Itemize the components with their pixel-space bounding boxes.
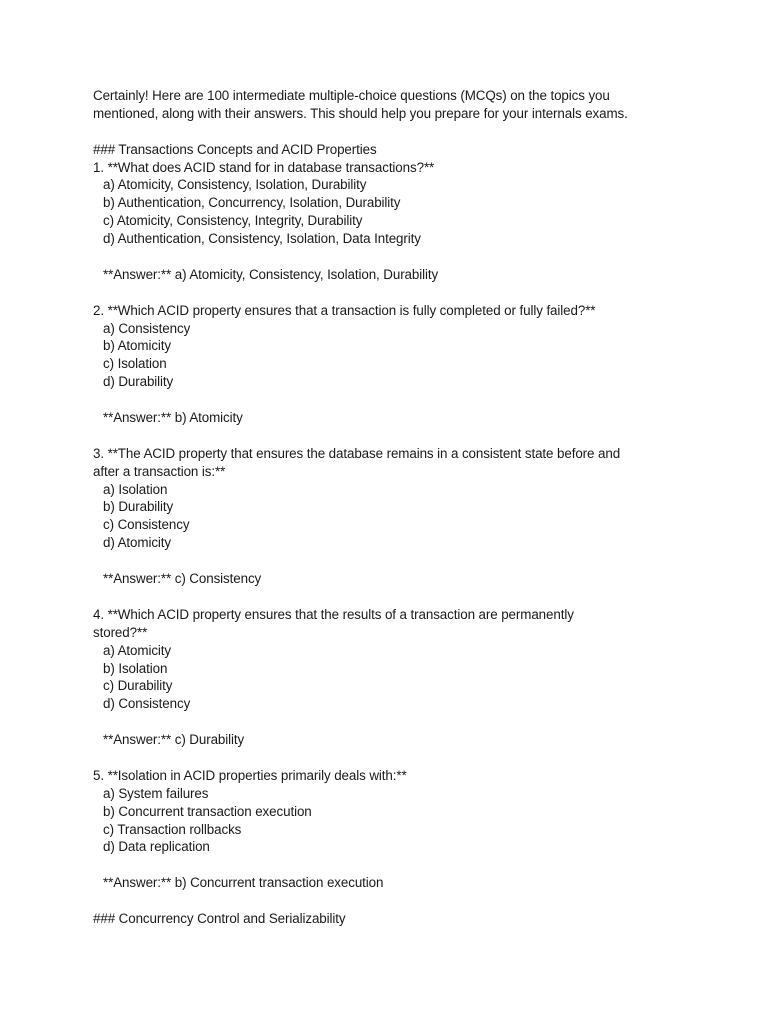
- question-block: [93, 606, 693, 767]
- spacer: [93, 284, 693, 302]
- answer-text: **Answer:** c) Durability: [103, 732, 245, 748]
- document-body: [93, 87, 693, 928]
- option-d: d) Consistency: [103, 696, 191, 712]
- question-text: 5. **Isolation in ACID properties primarily deals with:**: [93, 767, 407, 783]
- question-text-continued: stored?**: [93, 624, 148, 640]
- option-d: d) Authentication, Consistency, Isolation, Data Integrity: [103, 231, 421, 247]
- option-b: b) Atomicity: [103, 338, 172, 354]
- option-a: a) System failures: [103, 785, 209, 801]
- option-c: c) Atomicity, Consistency, Integrity, Durability: [103, 213, 363, 229]
- option-a: a) Consistency: [103, 320, 191, 336]
- option-b: b) Isolation: [103, 660, 168, 676]
- spacer: [93, 552, 693, 570]
- answer-text: **Answer:** b) Atomicity: [103, 410, 243, 426]
- option-a: a) Atomicity: [103, 642, 172, 658]
- question-block: [93, 445, 693, 606]
- option-a: a) Isolation: [103, 481, 168, 497]
- option-c: c) Consistency: [103, 517, 190, 533]
- spacer: [93, 749, 693, 767]
- option-a: a) Atomicity, Consistency, Isolation, Durability: [103, 177, 367, 193]
- spacer: [93, 248, 693, 266]
- spacer: [93, 123, 693, 141]
- question-text: 4. **Which ACID property ensures that the results of a transaction are permanently: [93, 606, 574, 622]
- spacer: [93, 713, 693, 731]
- option-b: b) Concurrent transaction execution: [103, 803, 312, 819]
- section-heading-concurrency: ### Concurrency Control and Serializability: [93, 910, 346, 926]
- question-text-continued: after a transaction is:**: [93, 463, 226, 479]
- option-d: d) Data replication: [103, 839, 210, 855]
- option-b: b) Durability: [103, 499, 174, 515]
- spacer: [93, 427, 693, 445]
- option-c: c) Durability: [103, 678, 173, 694]
- answer-text: **Answer:** c) Consistency: [103, 571, 262, 587]
- option-d: d) Durability: [103, 374, 174, 390]
- question-text: 2. **Which ACID property ensures that a transaction is fully completed or fully failed?**: [93, 302, 596, 318]
- answer-text: **Answer:** a) Atomicity, Consistency, Isolation, Durability: [103, 266, 439, 282]
- question-text: 3. **The ACID property that ensures the database remains in a consistent state before and: [93, 445, 621, 461]
- intro-line-1: Certainly! Here are 100 intermediate multiple-choice questions (MCQs) on the topics you: [93, 88, 610, 103]
- question-block: [93, 767, 693, 910]
- question-block: [93, 159, 693, 302]
- option-d: d) Atomicity: [103, 535, 172, 551]
- spacer: [93, 391, 693, 409]
- spacer: [93, 856, 693, 874]
- spacer: [93, 588, 693, 606]
- spacer: [93, 892, 693, 910]
- answer-text: **Answer:** b) Concurrent transaction execution: [103, 875, 384, 891]
- option-b: b) Authentication, Concurrency, Isolation, Durability: [103, 195, 401, 211]
- intro-line-2: mentioned, along with their answers. This should help you prepare for your internals exams.: [93, 105, 628, 121]
- option-c: c) Transaction rollbacks: [103, 821, 242, 837]
- option-c: c) Isolation: [103, 356, 167, 372]
- question-text: 1. **What does ACID stand for in database transactions?**: [93, 159, 435, 175]
- section-heading-acid: ### Transactions Concepts and ACID Properties: [93, 141, 377, 157]
- question-block: [93, 302, 693, 445]
